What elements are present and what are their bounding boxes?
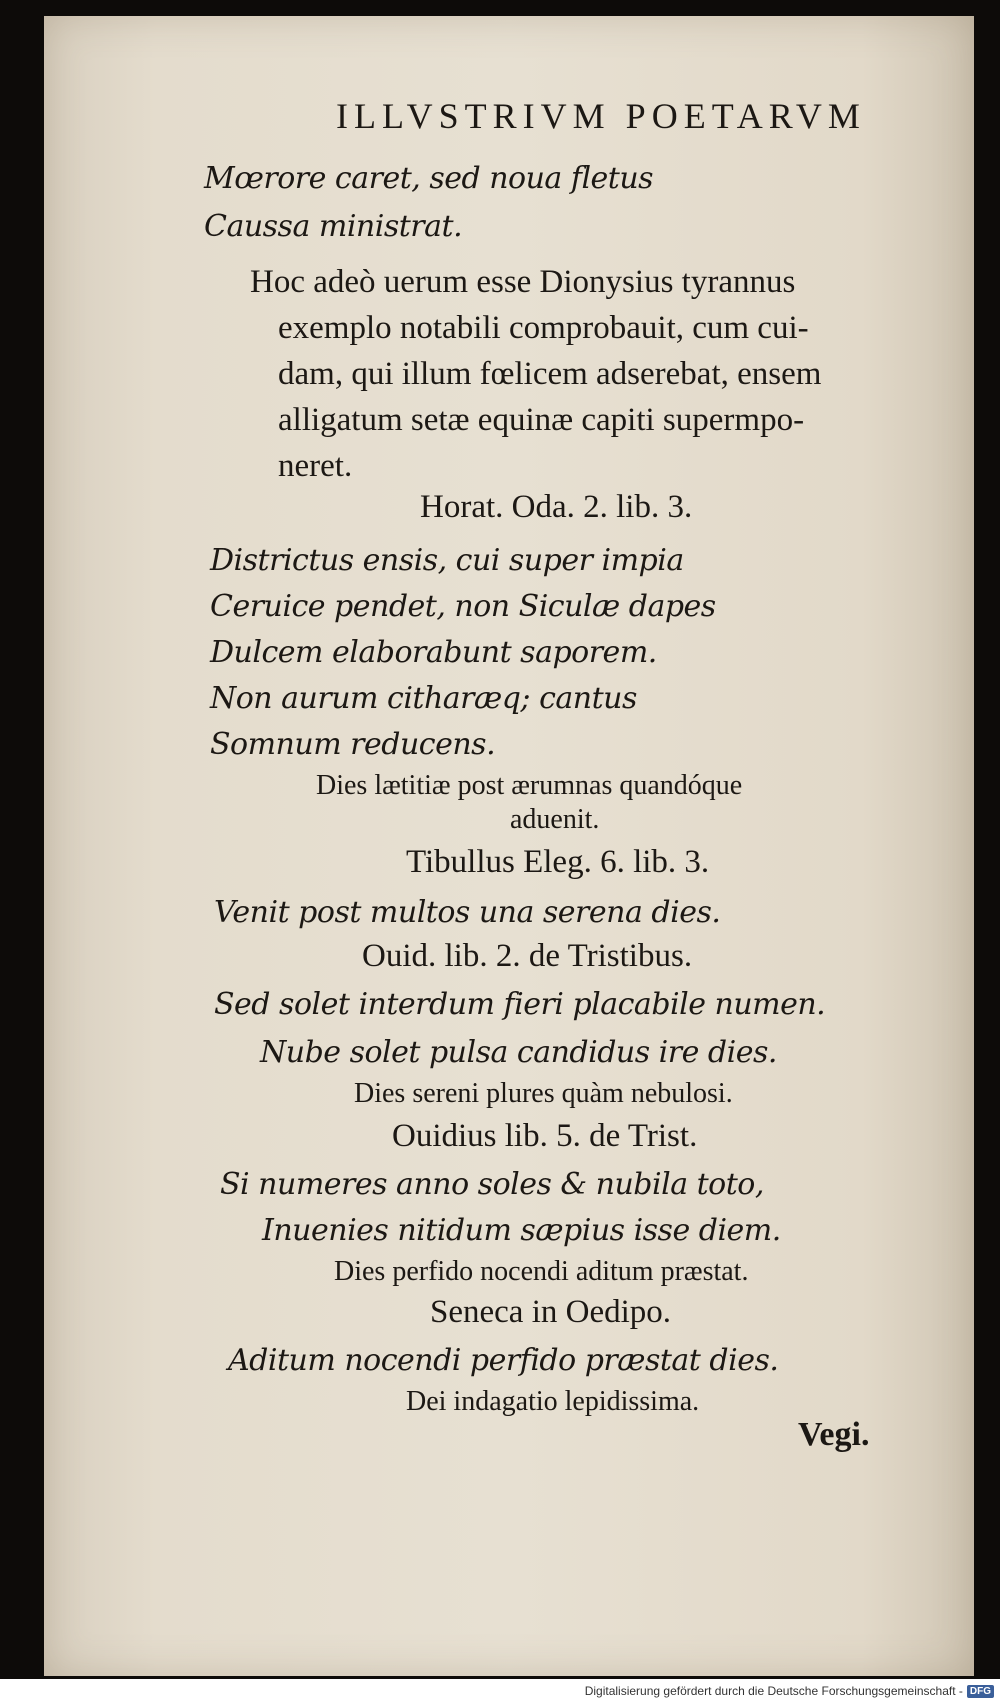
verse-line: Nube solet pulsa candidus ire dies. [260, 1035, 777, 1070]
catchword: Vegi. [798, 1416, 870, 1453]
verse-line: Sed solet interdum fieri placabile numen. [214, 987, 826, 1022]
source-citation: Tibullus Eleg. 6. lib. 3. [406, 844, 710, 880]
section-heading: Dies sereni plures quàm nebulosi. [354, 1078, 733, 1109]
text-line: neret. [278, 448, 353, 484]
verse-line: Non aurum citharæq; cantus [210, 681, 637, 716]
verse-line: Dulcem elaborabunt saporem. [210, 635, 657, 670]
source-citation: Horat. Oda. 2. lib. 3. [420, 489, 693, 525]
verse-line: Ceruice pendet, non Siculæ dapes [210, 589, 716, 624]
verse-line: Somnum reducens. [210, 727, 496, 762]
text-line: Hoc adeò uerum esse Dionysius tyrannus [250, 264, 796, 300]
verse-line: Si numeres anno soles & nubila toto, [220, 1167, 764, 1202]
source-citation: Ouid. lib. 2. de Tristibus. [362, 938, 693, 974]
verse-line: Districtus ensis, cui super impia [210, 543, 684, 578]
text-line: dam, qui illum fœlicem adserebat, ensem [278, 356, 822, 392]
text-line: alligatum setæ equinæ capiti supermpo- [278, 402, 805, 438]
text-line: exemplo notabili comprobauit, cum cui- [278, 310, 809, 346]
section-heading: Dies lætitiæ post ærumnas quandóque [316, 770, 743, 801]
verse-line: Aditum nocendi perfido præstat dies. [228, 1343, 779, 1378]
dfg-logo[interactable]: DFG [967, 1685, 994, 1698]
footer-credit: Digitalisierung gefördert durch die Deutsche Forschungsgemeinschaft - [584, 1684, 963, 1698]
section-heading: aduenit. [510, 804, 600, 835]
verse-line: Inuenies nitidum sæpius isse diem. [262, 1213, 781, 1248]
text-line: Mœrore caret, sed noua fletus [204, 161, 654, 196]
section-heading: Dies perfido nocendi aditum præstat. [334, 1256, 749, 1287]
section-heading: Dei indagatio lepidissima. [406, 1386, 700, 1417]
digitization-footer [0, 1679, 1000, 1703]
source-citation: Ouidius lib. 5. de Trist. [392, 1118, 698, 1154]
source-citation: Seneca in Oedipo. [430, 1294, 672, 1330]
verse-line: Venit post multos una serena dies. [214, 895, 721, 930]
text-line: Caussa ministrat. [204, 209, 463, 244]
book-page [44, 16, 974, 1676]
running-title: ILLVSTRIVM POETARVM [336, 96, 866, 136]
